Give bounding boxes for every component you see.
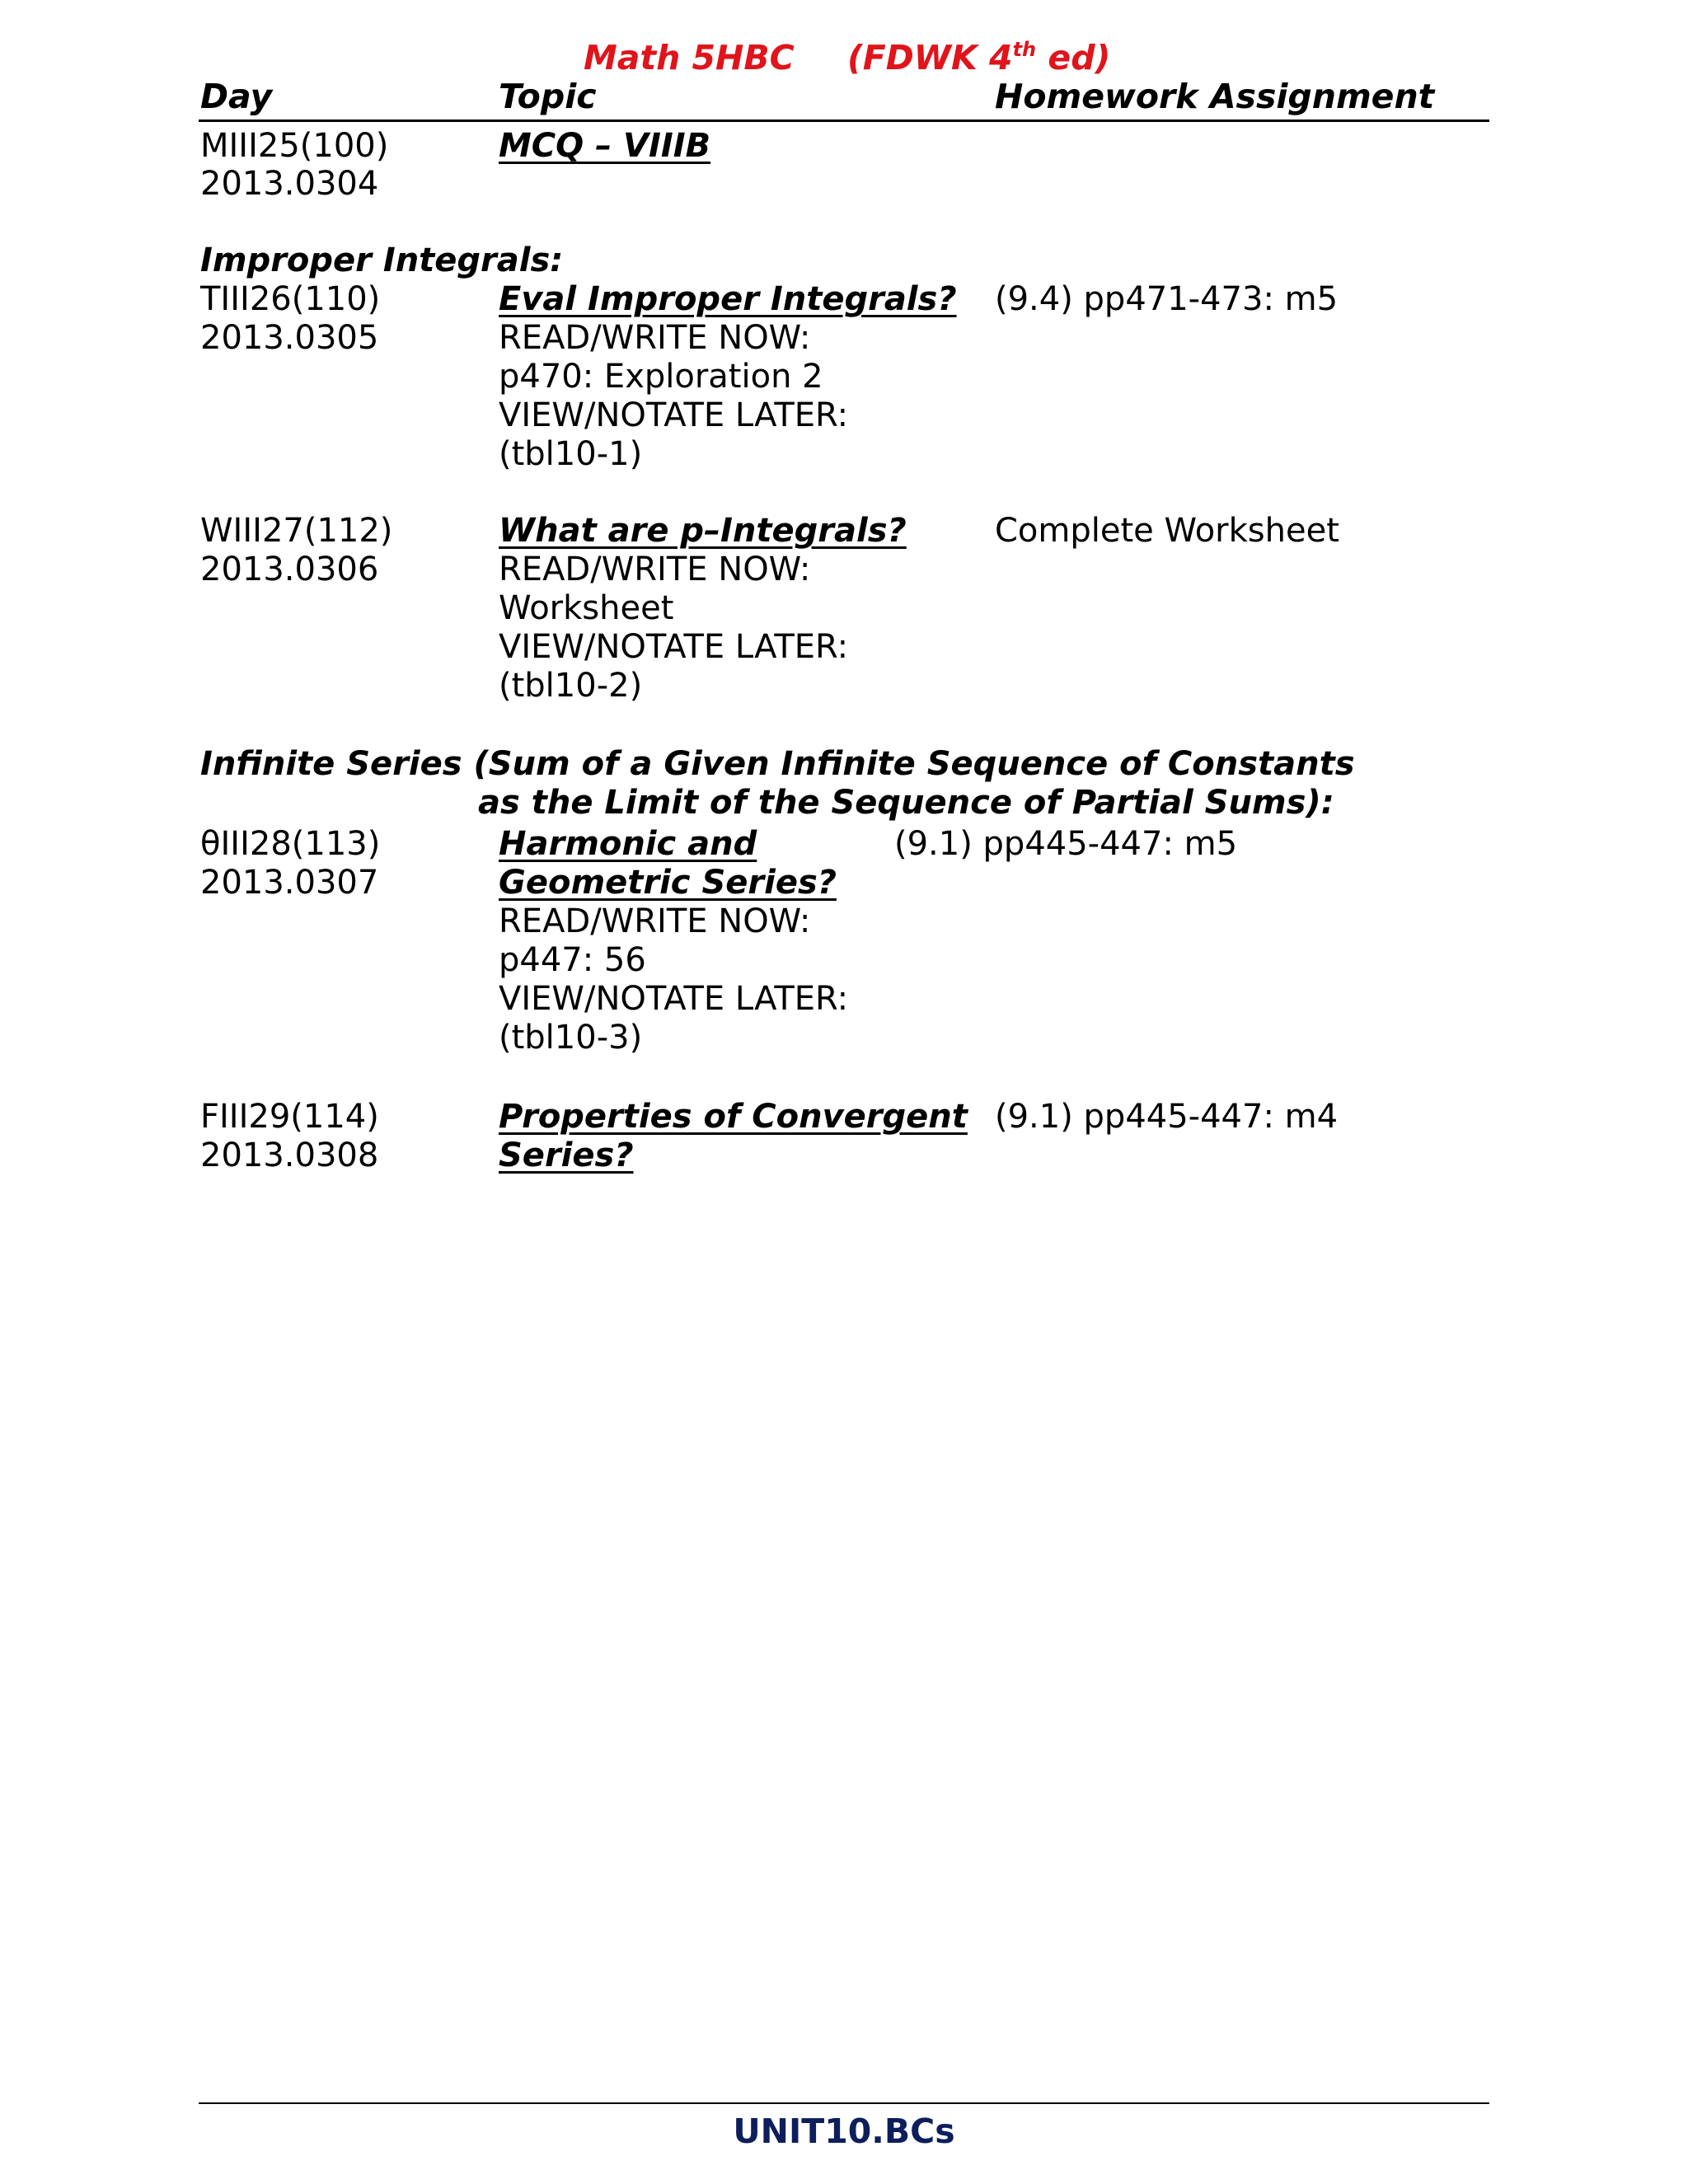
row-topic: Harmonic and [499, 825, 757, 863]
row-day: MIII25(100) [200, 127, 389, 165]
footer-rule [199, 2102, 1489, 2104]
row-topic: Geometric Series? [499, 864, 837, 902]
textbook-suffix: ed) [1036, 38, 1111, 77]
section-heading-improper-integrals: Improper Integrals: [200, 241, 564, 279]
row-note: (tbl10-1) [499, 435, 643, 473]
header-rule [199, 120, 1489, 122]
row-date: 2013.0306 [200, 551, 379, 588]
row-day: WIII27(112) [200, 512, 393, 550]
column-header-topic: Topic [499, 77, 597, 116]
row-homework: (9.1) pp445-447: m4 [995, 1098, 1339, 1136]
row-date: 2013.0305 [200, 319, 379, 357]
footer-label: UNIT10.BCs [733, 2111, 955, 2151]
row-date: 2013.0308 [200, 1137, 379, 1174]
row-note: READ/WRITE NOW: [499, 902, 811, 940]
course-title: Math 5HBC [584, 38, 795, 77]
textbook-prefix: (FDWK 4 [847, 38, 1013, 77]
column-header-homework: Homework Assignment [995, 77, 1435, 116]
section-heading-infinite-series-cont: as the Limit of the Sequence of Partial Sums): [478, 784, 1334, 822]
textbook-label [847, 37, 1110, 78]
row-note: p447: 56 [499, 941, 646, 979]
row-homework: (9.4) pp471-473: m5 [995, 280, 1339, 318]
row-topic: Series? [499, 1137, 634, 1174]
row-note: VIEW/NOTATE LATER: [499, 396, 849, 434]
row-note: READ/WRITE NOW: [499, 551, 811, 588]
row-day: TIII26(110) [200, 280, 381, 318]
column-header-day: Day [200, 77, 273, 116]
textbook-superscript: th [1012, 38, 1037, 61]
row-note: VIEW/NOTATE LATER: [499, 628, 849, 666]
section-heading-infinite-series: Infinite Series (Sum of a Given Infinite Sequence of Constants [200, 745, 1355, 783]
row-day: FIII29(114) [200, 1098, 379, 1136]
row-note: p470: Exploration 2 [499, 358, 823, 396]
row-note: VIEW/NOTATE LATER: [499, 980, 849, 1018]
row-note: (tbl10-3) [499, 1019, 643, 1057]
row-topic: What are p–Integrals? [499, 512, 907, 550]
row-topic: MCQ – VIIIB [499, 127, 711, 165]
row-day: θIII28(113) [200, 825, 381, 863]
row-homework: Complete Worksheet [995, 512, 1339, 550]
row-date: 2013.0307 [200, 864, 379, 902]
row-topic: Eval Improper Integrals? [499, 280, 957, 318]
row-date: 2013.0304 [200, 165, 379, 203]
row-note: READ/WRITE NOW: [499, 319, 811, 357]
row-note: Worksheet [499, 589, 674, 627]
row-topic: Properties of Convergent [499, 1098, 968, 1136]
row-note: (tbl10-2) [499, 667, 643, 705]
row-homework: (9.1) pp445-447: m5 [894, 825, 1238, 863]
